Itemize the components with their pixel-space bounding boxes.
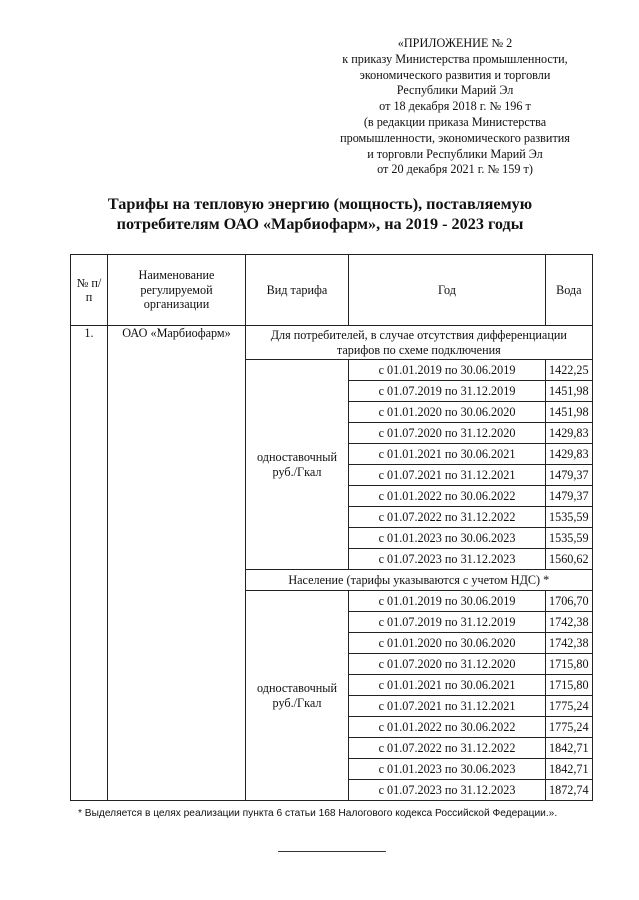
value-cell: 1535,59 <box>546 528 593 549</box>
column-header-tariff-type: Вид тарифа <box>246 255 349 326</box>
divider-rule <box>278 851 386 852</box>
value-cell: 1560,62 <box>546 549 593 570</box>
period-cell: с 01.01.2023 по 30.06.2023 <box>349 528 546 549</box>
tariff-type: одноставочный руб./Гкал <box>246 360 349 570</box>
header-line: промышленности, экономического развития <box>340 130 570 145</box>
value-cell: 1872,74 <box>546 780 593 801</box>
value-cell: 1422,25 <box>546 360 593 381</box>
organization-name: ОАО «Марбиофарм» <box>108 326 246 801</box>
title-line-2: потребителям ОАО «Марбиофарм», на 2019 - 2023 годы <box>116 215 524 233</box>
period-cell: с 01.07.2021 по 31.12.2021 <box>349 465 546 486</box>
table-header-row <box>71 255 593 326</box>
tariff-type: одноставочный руб./Гкал <box>246 591 349 801</box>
period-cell: с 01.07.2023 по 31.12.2023 <box>349 549 546 570</box>
period-cell: с 01.07.2022 по 31.12.2022 <box>349 738 546 759</box>
title-line-1: Тарифы на тепловую энергию (мощность), поставляемую <box>107 195 533 213</box>
period-cell: с 01.01.2020 по 30.06.2020 <box>349 633 546 654</box>
value-cell: 1706,70 <box>546 591 593 612</box>
column-header-water: Вода <box>546 255 593 326</box>
period-cell: с 01.07.2023 по 31.12.2023 <box>349 780 546 801</box>
period-cell: с 01.07.2022 по 31.12.2022 <box>349 507 546 528</box>
period-cell: с 01.07.2020 по 31.12.2020 <box>349 423 546 444</box>
footnote: * Выделяется в целях реализации пункта 6 статьи 168 Налогового кодекса Российской Федерации.». <box>78 808 558 819</box>
header-line: от 20 декабря 2021 г. № 159 т) <box>377 162 533 177</box>
period-cell: с 01.07.2019 по 31.12.2019 <box>349 612 546 633</box>
header-line: «ПРИЛОЖЕНИЕ № 2 <box>397 36 513 50</box>
value-cell: 1842,71 <box>546 738 593 759</box>
period-cell: с 01.01.2021 по 30.06.2021 <box>349 675 546 696</box>
period-cell: с 01.01.2019 по 30.06.2019 <box>349 360 546 381</box>
value-cell: 1429,83 <box>546 444 593 465</box>
section-caption-row <box>71 326 593 360</box>
header-line: Республики Марий Эл <box>396 83 514 98</box>
value-cell: 1429,83 <box>546 423 593 444</box>
value-cell: 1479,37 <box>546 486 593 507</box>
header-line: экономического развития и торговли <box>359 67 551 82</box>
value-cell: 1742,38 <box>546 612 593 633</box>
section-caption: Население (тарифы указываются с учетом НДС) * <box>246 570 593 591</box>
period-cell: с 01.07.2021 по 31.12.2021 <box>349 696 546 717</box>
value-cell: 1535,59 <box>546 507 593 528</box>
value-cell: 1775,24 <box>546 696 593 717</box>
value-cell: 1842,71 <box>546 759 593 780</box>
header-line: и торговли Республики Марий Эл <box>367 146 543 161</box>
period-cell: с 01.01.2020 по 30.06.2020 <box>349 402 546 423</box>
row-number: 1. <box>71 326 108 801</box>
value-cell: 1479,37 <box>546 465 593 486</box>
value-cell: 1715,80 <box>546 675 593 696</box>
value-cell: 1742,38 <box>546 633 593 654</box>
period-cell: с 01.01.2023 по 30.06.2023 <box>349 759 546 780</box>
period-cell: с 01.07.2019 по 31.12.2019 <box>349 381 546 402</box>
header-line: (в редакции приказа Министерства <box>363 114 547 129</box>
header-line: к приказу Министерства промышленности, <box>342 51 568 66</box>
period-cell: с 01.01.2019 по 30.06.2019 <box>349 591 546 612</box>
appendix-header <box>330 36 580 178</box>
period-cell: с 01.01.2022 по 30.06.2022 <box>349 717 546 738</box>
period-cell: с 01.01.2021 по 30.06.2021 <box>349 444 546 465</box>
value-cell: 1715,80 <box>546 654 593 675</box>
document-title <box>20 194 620 234</box>
column-header-year: Год <box>349 255 546 326</box>
value-cell: 1451,98 <box>546 381 593 402</box>
value-cell: 1775,24 <box>546 717 593 738</box>
period-cell: с 01.07.2020 по 31.12.2020 <box>349 654 546 675</box>
period-cell: с 01.01.2022 по 30.06.2022 <box>349 486 546 507</box>
tariff-table <box>70 254 593 801</box>
column-header-organization: Наименование регулируемой организации <box>108 255 246 326</box>
value-cell: 1451,98 <box>546 402 593 423</box>
section-caption: Для потребителей, в случае отсутствия дифференциации тарифов по схеме подключения <box>246 326 593 360</box>
column-header-number: № п/п <box>71 255 108 326</box>
header-line: от 18 декабря 2018 г. № 196 т <box>379 99 531 114</box>
